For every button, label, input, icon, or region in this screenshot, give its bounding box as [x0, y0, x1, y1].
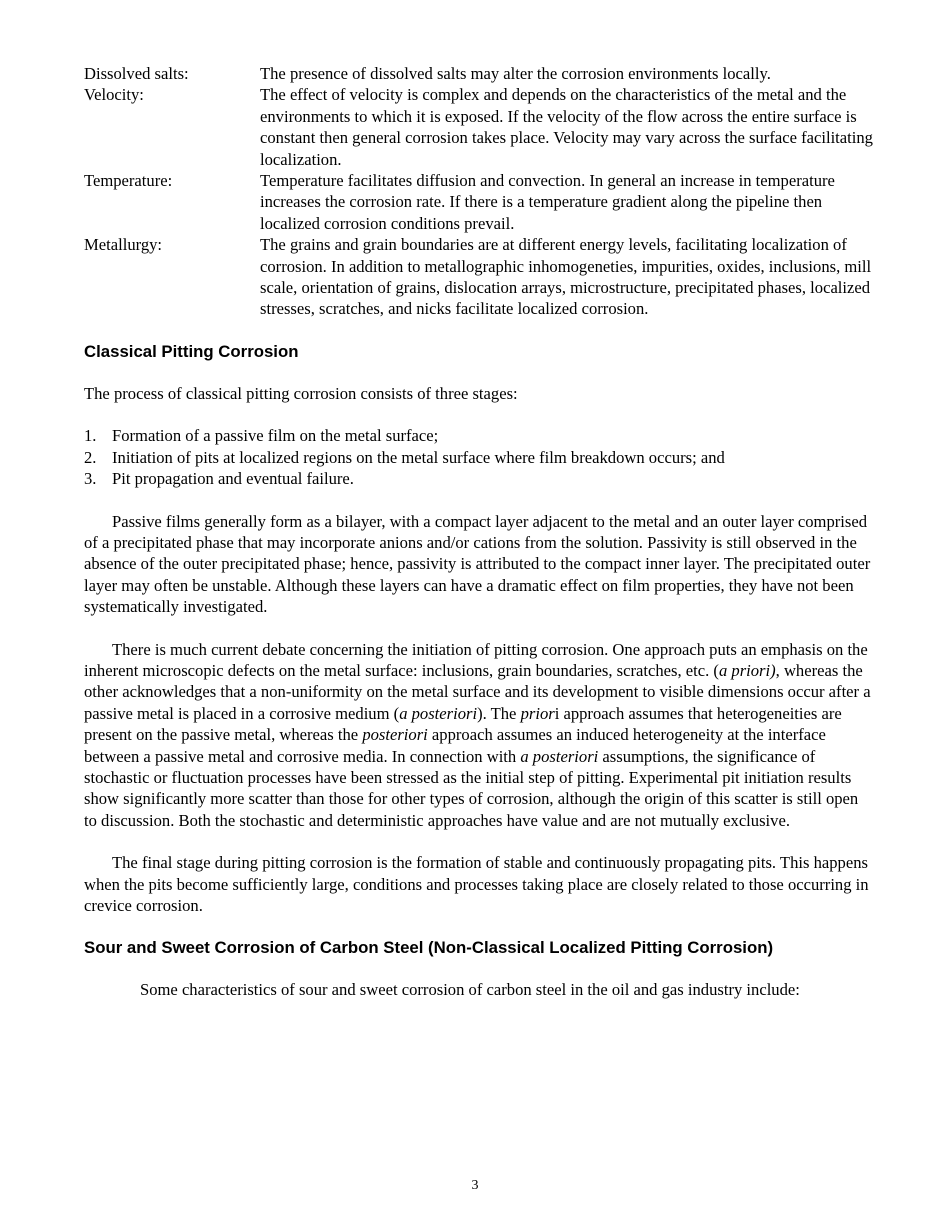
italic-run: a priori) [718, 660, 776, 680]
text-run: assumptions, the significance of stochastic or fluctuation processes have been stressed as the initial step of pitting. Experimental pit initiation results show significantly more scatter than those for other types of corrosion, although the origin of this scatter is still open to discussion. Both the stochastic and deterministic approaches have value and are not mutually exclusive. [84, 746, 859, 830]
text-run: i approach assumes that heterogeneities are present on the passive metal, whereas the [84, 703, 842, 745]
list-number: 2. [84, 447, 97, 467]
italic-run: a posteriori [520, 746, 599, 766]
text-run: approach assumes an induced heterogeneity at the interface between a passive metal and corrosive media. In connection with [84, 725, 826, 766]
list-item [84, 468, 874, 489]
paragraph-pit-initiation [84, 639, 874, 832]
section-heading-sour-sweet: Sour and Sweet Corrosion of Carbon Steel (Non-Classical Localized Pitting Corrosion) [84, 938, 774, 958]
definition-text: The effect of velocity is complex and depends on the characteristics of the metal and the environments to which it is exposed. If the velocity of the flow across the entire surface is constant then general corrosion takes place. Velocity may vary across the surface facilitating localization. [260, 85, 873, 169]
italic-run: prior [520, 703, 555, 723]
paragraph-passive-films: Passive films generally form as a bilayer, with a compact layer adjacent to the metal and an outer layer comprised of a precipitated phase that may incorporate anions and/or cations from the solution. Passivity is still observed in the absence of the outer precipitated phase; hence, passivity is attributed to the compact inner layer. The precipitated outer layer may often be unstable. Although these layers can have a dramatic effect on film properties, they have not been systematically investigated. [84, 511, 871, 617]
text-run: , whereas the other acknowledges that a non-uniformity on the metal surface and its development to visible dimensions occur after a passive metal is placed in a corrosive medium ( [84, 660, 871, 723]
sour-sweet-intro: Some characteristics of sour and sweet corrosion of carbon steel in the oil and gas industry include: [140, 980, 800, 1000]
document-page [84, 63, 874, 1001]
list-text: Formation of a passive film on the metal surface; [112, 426, 439, 446]
italic-run: posteriori [362, 725, 428, 745]
list-item [84, 425, 874, 446]
paragraph-final-stage: The final stage during pitting corrosion is the formation of stable and continuously propagating pits. This happens when the pits become sufficiently large, conditions and processes taking place are closely related to those occurring in crevice corrosion. [84, 853, 869, 915]
definition-row [84, 84, 874, 170]
definition-text: Temperature facilitates diffusion and convection. In general an increase in temperature increases the corrosion rate. If there is a temperature gradient along the pipeline then localized corrosion conditions prevail. [260, 171, 835, 233]
definition-text: The presence of dissolved salts may alter the corrosion environments locally. [260, 64, 771, 83]
classical-intro: The process of classical pitting corrosion consists of three stages: [84, 383, 518, 403]
list-number: 1. [84, 426, 97, 446]
text-run: There is much current debate concerning the initiation of pitting corrosion. One approach puts an emphasis on the inherent microscopic defects on the metal surface: inclusions, grain boundaries, scratches, etc. ( [84, 639, 868, 680]
italic-run: a posteriori [399, 703, 478, 723]
definition-term: Temperature: [84, 171, 173, 191]
definition-row [84, 234, 874, 320]
section-heading-classical-pitting: Classical Pitting Corrosion [84, 341, 299, 361]
definition-term: Metallurgy: [84, 235, 163, 255]
definition-term: Dissolved salts: [84, 64, 189, 83]
stages-list [84, 425, 874, 489]
definition-text: The grains and grain boundaries are at different energy levels, facilitating localization of corrosion. In addition to metallographic inhomogeneties, impurities, oxides, inclusions, mill scale, orientation of grains, dislocation arrays, microstructure, precipitated phases, localized stresses, scratches, and nicks facilitate localized corrosion. [260, 235, 872, 319]
list-item [84, 447, 874, 468]
list-number: 3. [84, 469, 97, 489]
page-number: 3 [471, 1178, 479, 1193]
definition-term: Velocity: [84, 85, 144, 105]
list-text: Initiation of pits at localized regions on the metal surface where film breakdown occurs; and [112, 447, 725, 467]
definition-row [84, 63, 874, 84]
list-text: Pit propagation and eventual failure. [112, 469, 354, 489]
definitions-list [84, 63, 874, 320]
text-run: ). The [477, 703, 521, 723]
definition-row [84, 170, 874, 234]
